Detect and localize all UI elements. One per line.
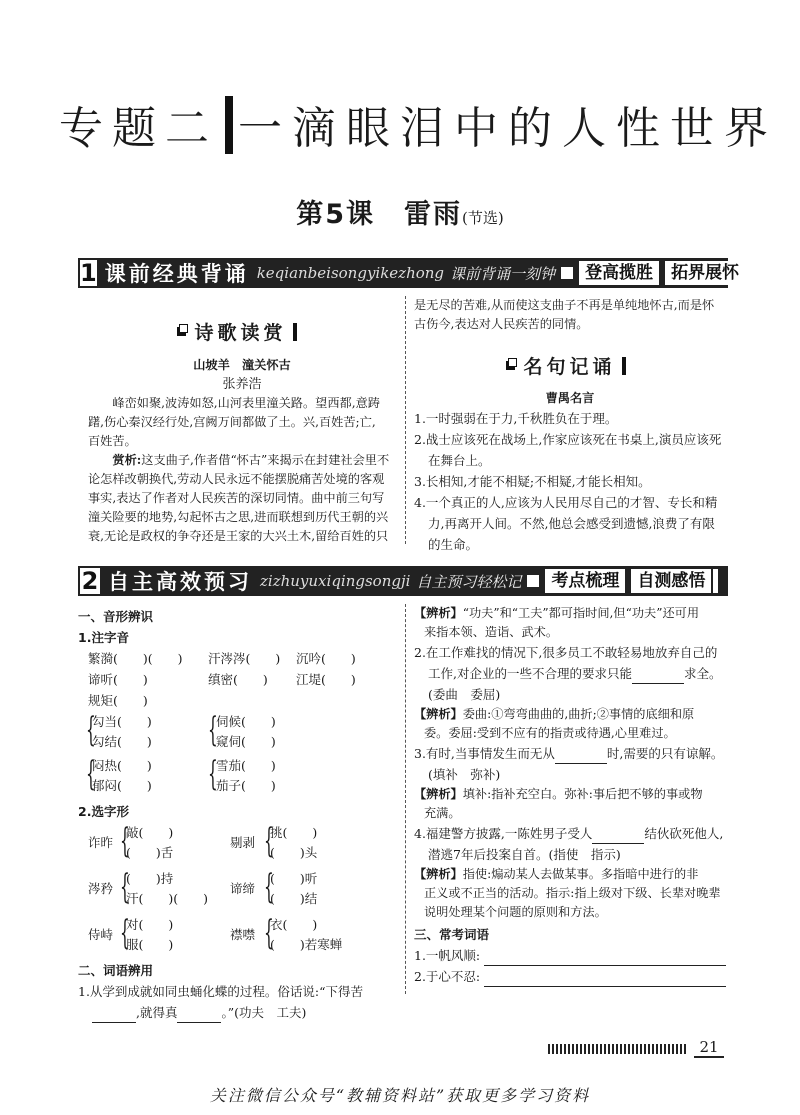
section1-banner — [78, 258, 740, 288]
question-line: 1.从学到成就如同虫蛹化蝶的过程。俗话说:“下得苦 — [78, 984, 364, 999]
analysis-text: 正义或不正当的活动。指示:指上级对下级、长辈对晚辈 — [424, 886, 721, 900]
glyph-head: 剔剥 — [230, 835, 256, 850]
glyph-head: 诈昨 — [88, 835, 114, 850]
glyph-item: 汗( )( ) — [126, 891, 209, 906]
pinyin-item: 窥伺( ) — [216, 734, 276, 749]
quote-item: 4.一个真正的人,应该为人民用尽自己的才智、专长和精 — [414, 495, 718, 510]
glyph-item: 挑( ) — [270, 825, 318, 840]
analysis-text: 委曲:①弯弯曲曲的,曲折;②事情的底细和原 — [462, 707, 695, 721]
section-heading: 一、音形辨识 — [78, 609, 154, 624]
answer-blank[interactable] — [92, 1022, 136, 1023]
pinyin-item: 江堤( ) — [296, 672, 356, 687]
glyph-item: ( )结 — [270, 891, 318, 906]
glyph-item: ( )若寒蝉 — [270, 937, 343, 952]
pinyin-item: 茄子( ) — [216, 778, 276, 793]
quote-item: 3.长相知,才能不相疑;不相疑,才能长相知。 — [414, 474, 651, 489]
poem-heading — [78, 318, 396, 345]
pinyin-item: 规矩( ) — [88, 693, 148, 708]
question-text: 潜逃7年后投案自首。(指使 指示) — [428, 847, 621, 862]
topic-label: 专题二 — [59, 103, 218, 154]
pinyin-item: 勾当( ) — [92, 714, 152, 729]
poem-author: 张养浩 — [222, 377, 262, 392]
section1-pinyin: keqianbeisongyikezhong — [256, 264, 445, 282]
glyph-item: ( )听 — [270, 871, 318, 886]
tag-end-mark — [713, 569, 718, 593]
pinyin-item: 谛听( ) — [88, 672, 148, 687]
pinyin-item: 郁闷( ) — [92, 778, 152, 793]
glyph-item: 服( ) — [126, 937, 174, 952]
quote-item: 力,再离开人间。不然,他总会感受到遗憾,浪费了有限 — [428, 516, 715, 531]
section2-tail: 自主预习轻松记 — [416, 572, 522, 591]
answer-blank[interactable] — [484, 966, 726, 987]
pinyin-item: 伺候( ) — [216, 714, 276, 729]
bar-mark — [293, 323, 297, 341]
question-text: 工作,对企业的一些不合理的要求只能 — [428, 666, 632, 681]
pinyin-item: 繁漪( )( ) — [88, 651, 183, 666]
vocab-label: 2.于心不忍: — [414, 969, 481, 984]
appreciation-label: 赏析: — [112, 453, 142, 467]
section-heading: 二、词语辨用 — [78, 963, 154, 978]
pinyin-item: 汗涔涔( ) — [208, 651, 281, 666]
question-options: (委曲 委屈) — [428, 687, 501, 702]
answer-blank[interactable] — [177, 1022, 221, 1023]
glyph-item: 敲( ) — [126, 825, 174, 840]
poem-line: 百姓苦。 — [88, 434, 137, 448]
poem-block — [88, 356, 396, 546]
question-text: ,就得真 — [136, 1005, 178, 1020]
page-number-block — [548, 1038, 724, 1057]
section2-number: 2 — [78, 566, 102, 596]
answer-blank[interactable] — [484, 945, 726, 966]
question-text: 4.福建警方披露,一陈姓男子受人 — [414, 826, 593, 841]
question-text: 结伙砍死他人, — [644, 826, 724, 841]
question-options: (填补 弥补) — [428, 767, 501, 782]
quote-item: 的生命。 — [428, 537, 479, 552]
appreciation-line: 论怎样改朝换代,劳动人民永远不能摆脱痛苦处境的客观 — [88, 472, 385, 486]
section2-left-column — [78, 606, 398, 1026]
brace-icon: { — [263, 867, 274, 907]
brace-icon: { — [119, 867, 130, 907]
poem-heading-text: 诗歌读赏 — [194, 322, 287, 344]
brace-icon: { — [85, 754, 96, 794]
polyphone-group — [78, 711, 398, 755]
topic-title: 一滴眼泪中的人性世界 — [238, 103, 778, 154]
glyph-group — [78, 914, 398, 958]
quote-heading-text: 名句记诵 — [523, 356, 616, 378]
question-text: 时,需要的只有谅解。 — [606, 746, 724, 761]
square-icon — [561, 267, 573, 279]
section1-tag1: 登高揽胜 — [579, 261, 659, 285]
poem-title: 山坡羊 潼关怀古 — [193, 358, 291, 372]
answer-blank[interactable] — [632, 683, 684, 684]
appreciation-text: 这支曲子,作者借“怀古”来揭示在封建社会里不 — [141, 453, 390, 467]
footer-note: 关注微信公众号“教辅资料站”获取更多学习资料 — [209, 1086, 591, 1105]
section2-tag2: 自测感悟 — [631, 569, 711, 593]
brace-icon: { — [207, 710, 218, 750]
section-heading: 三、常考词语 — [414, 927, 490, 942]
poem-line: 躇,伤心秦汉经行处,宫阙万间都做了土。兴,百姓苦;亡, — [88, 415, 376, 429]
glyph-item: 衣( ) — [270, 917, 318, 932]
pinyin-item: 闷热( ) — [92, 758, 152, 773]
section2-tag1: 考点梳理 — [545, 569, 625, 593]
analysis-text: 委。委屈:受到不应有的指责或待遇,心里难过。 — [424, 726, 676, 740]
glyph-group — [78, 822, 398, 866]
analysis-text: 填补:指补充空白。弥补:事后把不够的事或物 — [462, 787, 703, 801]
square-outline-icon — [179, 324, 188, 333]
analysis-text: 说明处理某个问题的原则和方法。 — [424, 905, 607, 919]
glyph-item: 对( ) — [126, 917, 174, 932]
analysis-label: 【辨析】 — [414, 867, 463, 881]
pinyin-item: 勾结( ) — [92, 734, 152, 749]
pinyin-item: 缜密( ) — [208, 672, 268, 687]
topic-divider — [225, 96, 233, 154]
brace-icon: { — [85, 710, 96, 750]
section1-tail: 课前背诵一刻钟 — [450, 264, 556, 283]
lesson-title: 第5课 雷雨 — [296, 199, 463, 230]
polyphone-group — [78, 755, 398, 799]
brace-icon: { — [119, 821, 130, 861]
question-text: 。”(功夫 工夫) — [221, 1005, 307, 1020]
appreciation-line: 是无尽的苦难,从而使这支曲子不再是单纯地怀古,而是怀 — [414, 298, 715, 312]
section1-right-column — [405, 296, 726, 552]
section2-title: 自主高效预习 — [108, 570, 252, 594]
analysis-label: 【辨析】 — [414, 606, 463, 620]
brace-icon: { — [263, 913, 274, 953]
analysis-label: 【辨析】 — [414, 707, 463, 721]
question-text: 求全。 — [683, 666, 722, 681]
sub-heading: 1.注字音 — [78, 630, 129, 645]
section1-number: 1 — [80, 259, 97, 287]
quote-item: 2.战士应该死在战场上,作家应该死在书桌上,演员应该死 — [414, 432, 722, 447]
glyph-item: ( )头 — [270, 845, 318, 860]
appreciation-line: 事实,表达了作者对人民疾苦的深切同情。曲中前三句写 — [88, 491, 385, 505]
quote-heading — [406, 352, 726, 379]
section1-title: 课前经典背诵 — [104, 262, 249, 286]
glyph-head: 谛缔 — [230, 881, 256, 896]
poem-line: 峰峦如聚,波涛如怒,山河表里潼关路。望西都,意踌 — [112, 396, 380, 410]
bar-mark — [622, 357, 626, 375]
square-outline-icon — [508, 358, 517, 367]
appreciation-line: 古伤今,表达对人民疾苦的同情。 — [414, 317, 589, 331]
brace-icon: { — [263, 821, 274, 861]
quote-item: 1.一时强弱在于力,千秋胜负在于理。 — [414, 411, 618, 426]
quote-title: 曹禺名言 — [545, 391, 595, 405]
glyph-head: 涔矜 — [88, 881, 114, 896]
analysis-text: 来指本领、造诣、武术。 — [424, 625, 559, 639]
analysis-text: 指使:煽动某人去做某事。多指暗中进行的非 — [462, 867, 699, 881]
pinyin-item: 雪茄( ) — [216, 758, 276, 773]
glyph-head: 襟噤 — [230, 927, 256, 942]
pinyin-item: 沉吟( ) — [296, 651, 356, 666]
analysis-text: 充满。 — [424, 806, 461, 820]
appreciation-line: 潼关险要的地势,勾起怀古之思,进而联想到历代王朝的兴 — [88, 510, 389, 524]
brace-icon: { — [119, 913, 130, 953]
page-number: 21 — [694, 1038, 724, 1058]
brace-icon: { — [207, 754, 218, 794]
topic-header — [0, 92, 800, 162]
answer-blank[interactable] — [555, 763, 607, 764]
analysis-label: 【辨析】 — [414, 787, 463, 801]
glyph-group — [78, 868, 398, 912]
glyph-item: ( )持 — [126, 871, 174, 886]
appreciation-line: 衰,无论是政权的争夺还是王家的大兴土木,留给百姓的只 — [88, 529, 389, 543]
lesson-subtitle: (节选) — [462, 209, 504, 227]
section2-right-column — [405, 604, 726, 994]
lesson-heading — [0, 192, 800, 231]
section1-tag2: 拓界展怀 — [665, 261, 745, 285]
vocab-label: 1.一帆风顺: — [414, 948, 481, 963]
analysis-text: “功夫”和“工夫”都可指时间,但“功夫”还可用 — [462, 606, 700, 620]
quote-item: 在舞台上。 — [428, 453, 491, 468]
glyph-head: 侍峙 — [88, 927, 114, 942]
sub-heading: 2.选字形 — [78, 804, 129, 819]
glyph-item: ( )舌 — [126, 845, 174, 860]
question-text: 3.有时,当事情发生而无从 — [414, 746, 555, 761]
section2-pinyin: zizhuyuxiqingsongji — [260, 572, 411, 590]
question-line: 2.在工作难找的情况下,很多员工不敢轻易地放弃自己的 — [414, 645, 718, 660]
hatch-decoration — [548, 1044, 688, 1054]
section2-banner — [78, 566, 728, 596]
square-icon — [527, 575, 539, 587]
